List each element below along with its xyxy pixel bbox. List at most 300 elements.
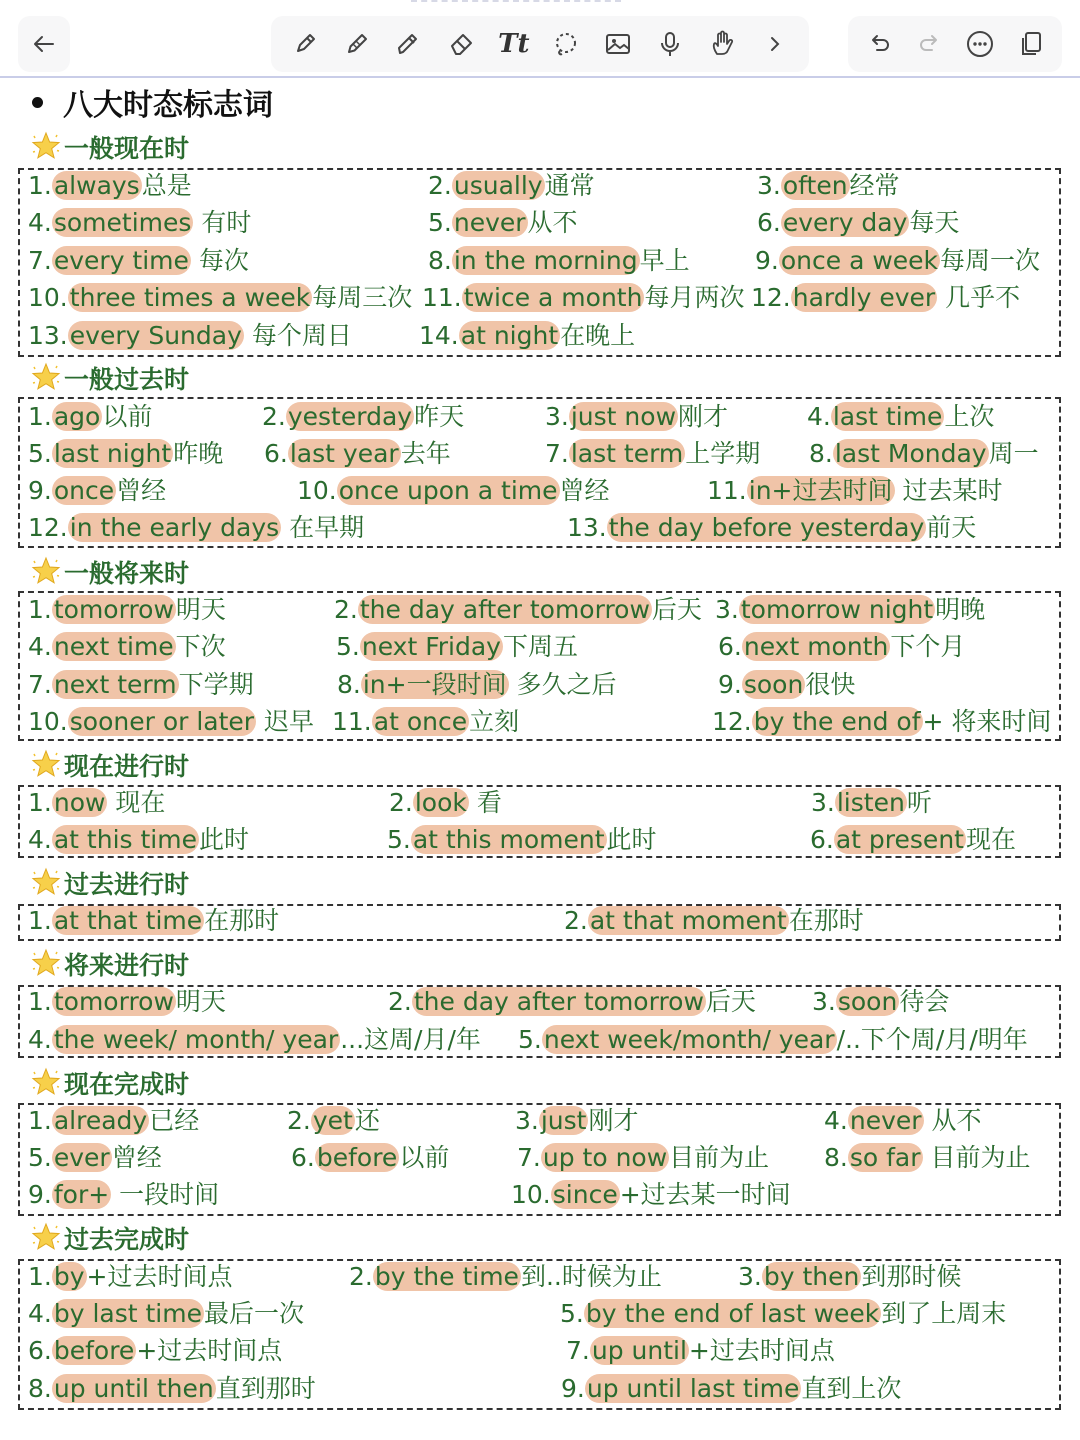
list-item: [28, 1023, 481, 1057]
item-meaning: 明天: [175, 987, 226, 1016]
item-number: 6.: [28, 1336, 52, 1365]
item-meaning: 目前为止: [669, 1143, 770, 1172]
list-item: [757, 206, 959, 240]
item-meaning: 曾经: [116, 476, 167, 505]
keyword-highlight: soon: [743, 670, 804, 699]
list-item: [738, 1260, 961, 1294]
item-meaning: 每周一次: [940, 246, 1041, 275]
item-meaning: 周一: [988, 439, 1039, 468]
item-number: 4.: [28, 825, 52, 854]
redo-icon: [915, 29, 945, 59]
star-icon: [30, 948, 62, 980]
eraser-tool-button[interactable]: [444, 26, 480, 62]
list-item: [718, 630, 965, 664]
item-meaning: 在晚上: [560, 321, 636, 350]
list-item: [707, 474, 1002, 508]
lasso-tool-button[interactable]: [548, 26, 584, 62]
undo-icon: [864, 29, 894, 59]
keyword-highlight: up until then: [53, 1374, 214, 1403]
keyword-highlight: always: [53, 171, 140, 200]
section-title-text: 现在完成时: [64, 1070, 190, 1099]
keyword-highlight: sooner or later: [69, 707, 255, 736]
list-item: [336, 630, 578, 664]
list-item: [28, 437, 223, 471]
keyword-highlight: last night: [53, 439, 172, 468]
item-meaning: 每周三次: [312, 283, 413, 312]
microphone-icon: [655, 29, 685, 59]
keyword-highlight: next Friday: [361, 632, 501, 661]
item-number: 10.: [28, 707, 68, 736]
item-meaning: 下周五: [502, 632, 578, 661]
item-number: 13.: [567, 513, 607, 542]
item-meaning: 每次: [190, 246, 249, 275]
item-number: 1.: [28, 788, 52, 817]
keyword-highlight: by then: [763, 1262, 860, 1291]
list-item: [291, 1141, 449, 1175]
action-group: [848, 16, 1062, 72]
list-item: [515, 1104, 639, 1138]
section-title: [30, 866, 189, 900]
keyword-highlight: just now: [570, 402, 677, 431]
keyword-highlight: every time: [53, 246, 189, 275]
item-number: 11.: [707, 476, 747, 505]
item-number: 1.: [28, 402, 52, 431]
item-meaning: +过去时间点: [688, 1336, 835, 1365]
item-meaning: 昨天: [414, 402, 465, 431]
item-meaning: 过去某时: [894, 476, 1003, 505]
item-meaning: /..下个周/月/明年: [836, 1025, 1028, 1054]
keyword-highlight: yet: [312, 1106, 353, 1135]
item-meaning: 在那时: [204, 906, 280, 935]
list-item: [28, 630, 226, 664]
item-number: 4.: [28, 208, 52, 237]
list-item: [28, 823, 249, 857]
item-meaning: 直到上次: [801, 1374, 902, 1403]
list-item: [428, 244, 690, 278]
item-number: 14.: [419, 321, 459, 350]
keyword-highlight: tomorrow: [53, 987, 174, 1016]
keyword-highlight: sometimes: [53, 208, 192, 237]
keyword-highlight: the day after tomorrow: [413, 987, 704, 1016]
keyword-highlight: so far: [849, 1143, 921, 1172]
item-number: 2.: [389, 788, 413, 817]
item-meaning: + 将来时间: [922, 707, 1052, 736]
item-meaning: 上次: [944, 402, 995, 431]
list-item: [712, 705, 1051, 739]
keyword-highlight: the day before yesterday: [608, 513, 925, 542]
item-number: 5.: [428, 208, 452, 237]
keyword-highlight: already: [53, 1106, 148, 1135]
page-title: [30, 80, 273, 124]
list-item: [428, 169, 595, 203]
keyword-highlight: for+: [53, 1180, 110, 1209]
item-meaning: 通常: [544, 171, 595, 200]
arrow-left-icon: [29, 29, 59, 59]
list-item: [807, 400, 994, 434]
section-title-text: 过去进行时: [64, 870, 190, 899]
item-meaning: 下学期: [178, 670, 254, 699]
list-item: [28, 1297, 304, 1331]
item-number: 9.: [718, 670, 742, 699]
item-number: 6.: [718, 632, 742, 661]
eraser-icon: [447, 29, 477, 59]
keyword-highlight: every Sunday: [69, 321, 242, 350]
text-tool-icon: Tt: [498, 29, 530, 59]
item-number: 2.: [334, 595, 358, 624]
hand-draw-button[interactable]: [705, 26, 741, 62]
item-number: 2.: [388, 987, 412, 1016]
list-item: [287, 1104, 380, 1138]
item-meaning: 后天: [651, 595, 702, 624]
keyword-highlight: by last time: [53, 1299, 202, 1328]
list-item: [560, 1297, 1006, 1331]
item-number: 5.: [518, 1025, 542, 1054]
item-meaning: 经常: [849, 171, 900, 200]
list-item: [28, 474, 166, 508]
list-item: [297, 474, 610, 508]
list-item: [28, 400, 152, 434]
item-meaning: 迟早: [256, 707, 315, 736]
keyword-highlight: three times a week: [69, 283, 311, 312]
keyword-highlight: at present: [835, 825, 964, 854]
section-title-text: 一般过去时: [64, 365, 190, 394]
more-tools-button[interactable]: [757, 26, 793, 62]
tool-group: [271, 16, 809, 72]
keyword-highlight: up until: [591, 1336, 687, 1365]
list-item: [28, 319, 352, 353]
redo-button[interactable]: [912, 26, 948, 62]
item-meaning: 明晚: [935, 595, 986, 624]
list-item: [567, 511, 976, 545]
item-meaning: 到了上周末: [881, 1299, 1007, 1328]
list-item: [824, 1141, 1030, 1175]
section-title-text: 将来进行时: [64, 951, 190, 980]
keyword-highlight: in+过去时间: [748, 476, 893, 505]
item-number: 4.: [28, 1299, 52, 1328]
list-item: [28, 705, 314, 739]
keyword-highlight: last time: [832, 402, 943, 431]
section-title-text: 过去完成时: [64, 1225, 190, 1254]
keyword-highlight: at night: [460, 321, 559, 350]
item-meaning: 每月两次: [644, 283, 745, 312]
item-number: 6.: [810, 825, 834, 854]
list-item: [28, 244, 249, 278]
item-meaning: 此时: [198, 825, 249, 854]
item-number: 1.: [28, 1106, 52, 1135]
highlighter-icon: [394, 29, 424, 59]
item-meaning: 以前: [102, 402, 153, 431]
item-meaning: 下次: [175, 632, 226, 661]
item-meaning: 听: [906, 788, 932, 817]
more-options-button[interactable]: [962, 26, 998, 62]
item-number: 10.: [28, 283, 68, 312]
item-number: 12.: [712, 707, 752, 736]
item-meaning: 上学期: [685, 439, 761, 468]
item-meaning: 昨晚: [173, 439, 224, 468]
list-item: [566, 1334, 835, 1368]
item-meaning: 待会: [899, 987, 950, 1016]
item-number: 12.: [28, 513, 68, 542]
item-meaning: 每个周日: [243, 321, 352, 350]
list-item: [809, 437, 1039, 471]
list-item: [387, 823, 657, 857]
keyword-highlight: next week/month/ year: [543, 1025, 835, 1054]
list-item: [715, 593, 985, 627]
keyword-highlight: often: [782, 171, 848, 200]
item-meaning: 曾经: [559, 476, 610, 505]
list-item: [561, 1372, 901, 1406]
item-number: 8.: [28, 1374, 52, 1403]
item-number: 2.: [428, 171, 452, 200]
pages-icon: [1016, 29, 1046, 59]
item-meaning: 现在: [107, 788, 166, 817]
item-number: 5.: [387, 825, 411, 854]
item-meaning: 从不: [527, 208, 578, 237]
keyword-highlight: every day: [782, 208, 908, 237]
item-number: 10.: [297, 476, 337, 505]
list-item: [337, 668, 617, 702]
item-number: 8.: [809, 439, 833, 468]
keyword-highlight: next month: [743, 632, 889, 661]
keyword-highlight: at this moment: [412, 825, 605, 854]
keyword-highlight: next term: [53, 670, 177, 699]
item-meaning: 总是: [141, 171, 192, 200]
item-number: 6.: [291, 1143, 315, 1172]
item-number: 6.: [264, 439, 288, 468]
keyword-highlight: last year: [289, 439, 399, 468]
item-meaning: 下个月: [890, 632, 966, 661]
keyword-highlight: once a week: [780, 246, 939, 275]
more-icon: [965, 29, 995, 59]
item-meaning: 还: [354, 1106, 380, 1135]
keyword-highlight: hardly ever: [792, 283, 936, 312]
keyword-highlight: last Monday: [834, 439, 987, 468]
keyword-highlight: the day after tomorrow: [359, 595, 650, 624]
item-meaning: 看: [468, 788, 502, 817]
item-number: 3.: [545, 402, 569, 431]
item-meaning: 一段时间: [111, 1180, 220, 1209]
item-number: 4.: [807, 402, 831, 431]
page-title-text: 八大时态标志词: [63, 88, 273, 123]
item-number: 3.: [757, 171, 781, 200]
item-number: 4.: [824, 1106, 848, 1135]
section-title: [30, 1221, 189, 1255]
star-icon: [30, 1067, 62, 1099]
item-meaning: 有时: [193, 208, 252, 237]
item-meaning: ...这周/月/年: [340, 1025, 481, 1054]
section-title-text: 一般将来时: [64, 559, 190, 588]
section-title: [30, 748, 189, 782]
keyword-highlight: in the early days: [69, 513, 280, 542]
item-number: 1.: [28, 595, 52, 624]
item-meaning: 到那时候: [861, 1262, 962, 1291]
item-meaning: 几乎不: [937, 283, 1021, 312]
keyword-highlight: listen: [836, 788, 905, 817]
list-item: [811, 786, 932, 820]
list-item: [388, 985, 756, 1019]
pencil-tool-button[interactable]: [339, 26, 375, 62]
toolbar: [0, 0, 1080, 78]
list-item: [28, 206, 251, 240]
item-meaning: +过去时间点: [136, 1336, 283, 1365]
item-meaning: 直到那时: [215, 1374, 316, 1403]
item-number: 7.: [545, 439, 569, 468]
keyword-highlight: ever: [53, 1143, 110, 1172]
keyword-highlight: by: [53, 1262, 85, 1291]
keyword-highlight: tomorrow night: [740, 595, 934, 624]
item-meaning: 刚才: [588, 1106, 639, 1135]
back-button[interactable]: [26, 26, 62, 62]
item-number: 8.: [824, 1143, 848, 1172]
list-item: [755, 244, 1040, 278]
list-item: [757, 169, 900, 203]
item-meaning: 每天: [909, 208, 960, 237]
item-number: 8.: [428, 246, 452, 275]
star-icon: [30, 749, 62, 781]
item-meaning: +过去某一时间: [619, 1180, 791, 1209]
section-title: [30, 130, 189, 164]
keyword-highlight: by the end of: [753, 707, 921, 736]
list-item: [810, 823, 1016, 857]
section-title: [30, 1066, 189, 1100]
keyword-highlight: usually: [453, 171, 543, 200]
pages-button[interactable]: [1013, 26, 1049, 62]
list-item: [28, 281, 412, 315]
item-number: 13.: [28, 321, 68, 350]
chevron-right-icon: [760, 29, 790, 59]
list-item: [428, 206, 578, 240]
item-meaning: 立刻: [469, 707, 520, 736]
list-item: [545, 400, 728, 434]
list-item: [564, 904, 864, 938]
item-number: 3.: [812, 987, 836, 1016]
list-item: [28, 1260, 232, 1294]
keyword-highlight: look: [414, 788, 467, 817]
keyword-highlight: once upon a time: [338, 476, 558, 505]
item-meaning: 从不: [923, 1106, 982, 1135]
keyword-highlight: at once: [373, 707, 468, 736]
item-number: 9.: [561, 1374, 585, 1403]
list-item: [718, 668, 855, 702]
list-item: [517, 1141, 769, 1175]
item-meaning: 多久之后: [508, 670, 617, 699]
list-item: [422, 281, 744, 315]
highlighter-tool-button[interactable]: [391, 26, 427, 62]
item-number: 9.: [28, 476, 52, 505]
star-icon: [30, 1222, 62, 1254]
keyword-highlight: yesterday: [287, 402, 413, 431]
undo-button[interactable]: [861, 26, 897, 62]
pen-icon: [290, 29, 320, 59]
item-meaning: 很快: [805, 670, 856, 699]
item-meaning: 最后一次: [204, 1299, 305, 1328]
item-meaning: 以前: [399, 1143, 450, 1172]
item-meaning: +过去时间点: [86, 1262, 233, 1291]
list-item: [518, 1023, 1028, 1057]
section-title: [30, 555, 189, 589]
star-icon: [30, 362, 62, 394]
keyword-highlight: at this time: [53, 825, 197, 854]
item-meaning: 现在: [965, 825, 1016, 854]
list-item: [332, 705, 519, 739]
star-icon: [30, 867, 62, 899]
item-number: 8.: [337, 670, 361, 699]
keyword-highlight: the week/ month/ year: [53, 1025, 339, 1054]
keyword-highlight: up to now: [542, 1143, 668, 1172]
item-number: 7.: [566, 1336, 590, 1365]
back-group: [18, 16, 70, 72]
keyword-highlight: by the end of last week: [585, 1299, 880, 1328]
item-meaning: 到..时候为止: [520, 1262, 662, 1291]
section-title: [30, 947, 189, 981]
item-meaning: 早上: [639, 246, 690, 275]
list-item: [28, 1141, 162, 1175]
image-tool-button[interactable]: [600, 26, 636, 62]
list-item: [262, 400, 464, 434]
item-number: 7.: [517, 1143, 541, 1172]
list-item: [28, 1104, 199, 1138]
list-item: [511, 1178, 791, 1212]
item-meaning: 此时: [606, 825, 657, 854]
text-tool-button[interactable]: [496, 26, 532, 62]
keyword-highlight: last term: [570, 439, 684, 468]
list-item: [824, 1104, 982, 1138]
keyword-highlight: before: [316, 1143, 398, 1172]
item-number: 3.: [811, 788, 835, 817]
item-meaning: 在那时: [788, 906, 864, 935]
list-item: [28, 1334, 282, 1368]
item-number: 9.: [755, 246, 779, 275]
keyword-highlight: once: [53, 476, 115, 505]
item-meaning: 去年: [400, 439, 451, 468]
item-meaning: 后天: [705, 987, 756, 1016]
item-number: 3.: [715, 595, 739, 624]
bullet-dot: [32, 97, 43, 108]
item-number: 11.: [332, 707, 372, 736]
item-number: 4.: [28, 632, 52, 661]
list-item: [28, 668, 254, 702]
section-title-text: 一般现在时: [64, 134, 190, 163]
item-number: 10.: [511, 1180, 551, 1209]
hand-draw-icon: [708, 29, 738, 59]
keyword-highlight: never: [453, 208, 526, 237]
item-number: 9.: [28, 1180, 52, 1209]
image-icon: [603, 29, 633, 59]
item-number: 7.: [28, 246, 52, 275]
item-number: 5.: [560, 1299, 584, 1328]
list-item: [28, 1178, 219, 1212]
list-item: [812, 985, 949, 1019]
list-item: [419, 319, 635, 353]
voice-record-button[interactable]: [652, 26, 688, 62]
keyword-highlight: by the time: [374, 1262, 519, 1291]
star-icon: [30, 556, 62, 588]
section-title-text: 现在进行时: [64, 752, 190, 781]
item-number: 1.: [28, 171, 52, 200]
keyword-highlight: never: [849, 1106, 922, 1135]
section-title: [30, 361, 189, 395]
item-number: 1.: [28, 987, 52, 1016]
keyword-highlight: in the morning: [453, 246, 638, 275]
item-number: 1.: [28, 1262, 52, 1291]
item-number: 4.: [28, 1025, 52, 1054]
item-number: 5.: [28, 1143, 52, 1172]
keyword-highlight: now: [53, 788, 106, 817]
keyword-highlight: in+一段时间: [362, 670, 507, 699]
pen-tool-button[interactable]: [287, 26, 323, 62]
item-number: 6.: [757, 208, 781, 237]
item-number: 2.: [262, 402, 286, 431]
